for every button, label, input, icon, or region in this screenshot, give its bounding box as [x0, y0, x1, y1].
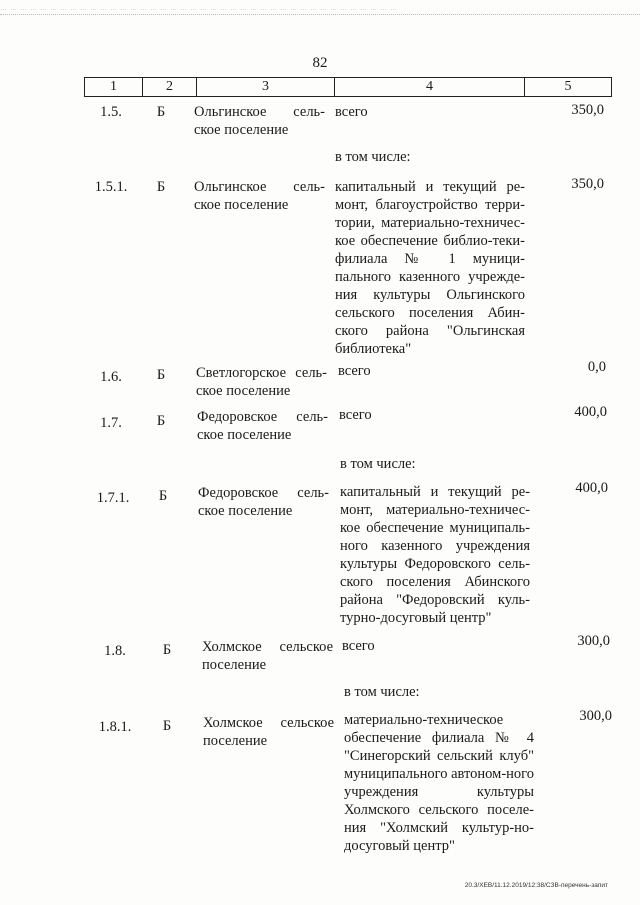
row-name: Ольгинское сель-ское поселение: [194, 179, 325, 213]
subtotal-label: в том числе:: [335, 149, 411, 165]
row-description: всего: [342, 638, 375, 654]
row-code: 1.8.: [104, 643, 126, 659]
row-category: Б: [158, 488, 168, 504]
row-amount: 350,0: [571, 176, 604, 192]
row-category: Б: [156, 367, 166, 383]
row-category: Б: [162, 642, 172, 658]
column-header-2: 2: [143, 78, 197, 96]
row-code: 1.5.1.: [94, 179, 128, 195]
column-header-5: 5: [564, 79, 572, 94]
row-description: капитальный и текущий ре-монт, материально-техничес-кое обеспечение муниципаль-ного казенного учреждения культуры Федоровского сель-ского поселения Абинского района "Федоровский куль-турно-досуговый центр": [340, 484, 530, 626]
row-amount: 350,0: [571, 102, 604, 118]
column-header-1: 1: [85, 78, 143, 96]
row-code: 1.8.1.: [98, 719, 132, 735]
row-amount: 400,0: [575, 480, 608, 496]
row-amount: 300,0: [579, 708, 612, 724]
row-description: всего: [338, 363, 371, 379]
subtotal-label: в том числе:: [340, 456, 416, 472]
row-name: Холмское сельское поселение: [202, 639, 333, 673]
row-amount: 0,0: [587, 359, 606, 375]
column-header-4: 4: [335, 78, 525, 96]
table-header: [84, 77, 612, 97]
row-description: всего: [335, 104, 368, 120]
row-name: Ольгинское сель-ское поселение: [194, 104, 325, 138]
page-number: 82: [312, 55, 328, 71]
row-code: 1.5.: [100, 104, 122, 120]
row-name: Федоровское сель-ское поселение: [197, 409, 328, 443]
document-footer-code: 20.3/ХЕВ/11.12.2019/12:38/СЗВ-перечень-запит: [464, 882, 608, 889]
row-name: Федоровское сель-ское поселение: [198, 485, 329, 519]
row-name: Холмское сельское поселение: [203, 715, 334, 749]
row-category: Б: [156, 413, 166, 429]
subtotal-label: в том числе:: [344, 684, 420, 700]
column-header-3: 3: [197, 78, 335, 96]
row-description: материально-техническое обеспечение филиала № 4 "Синегорский сельский клуб" муниципального автоном-ного учреждения культуры Холмского сельского поселе-ния "Холмский культур-но-досуговый центр": [344, 712, 535, 854]
row-category: Б: [156, 179, 166, 195]
row-category: Б: [162, 718, 172, 734]
row-code: 1.6.: [100, 369, 122, 385]
row-name: Светлогорское сель-ское поселение: [196, 365, 327, 399]
row-code: 1.7.: [100, 415, 122, 431]
row-description: всего: [339, 407, 372, 423]
row-category: Б: [156, 104, 166, 120]
row-amount: 300,0: [577, 633, 610, 649]
row-code: 1.7.1.: [96, 490, 130, 506]
row-amount: 400,0: [574, 404, 607, 420]
scan-header-artifact: …………………………………………………………………………………………………………: [0, 0, 640, 15]
row-description: капитальный и текущий ре-монт, благоустройство терри-тории, материально-техничес-кое обеспечение библио-теки-филиала № 1 муници-пального казенного учрежде-ния культуры Ольгинского сельского поселения Абин-ского района "Ольгинская библиотека": [335, 179, 525, 357]
